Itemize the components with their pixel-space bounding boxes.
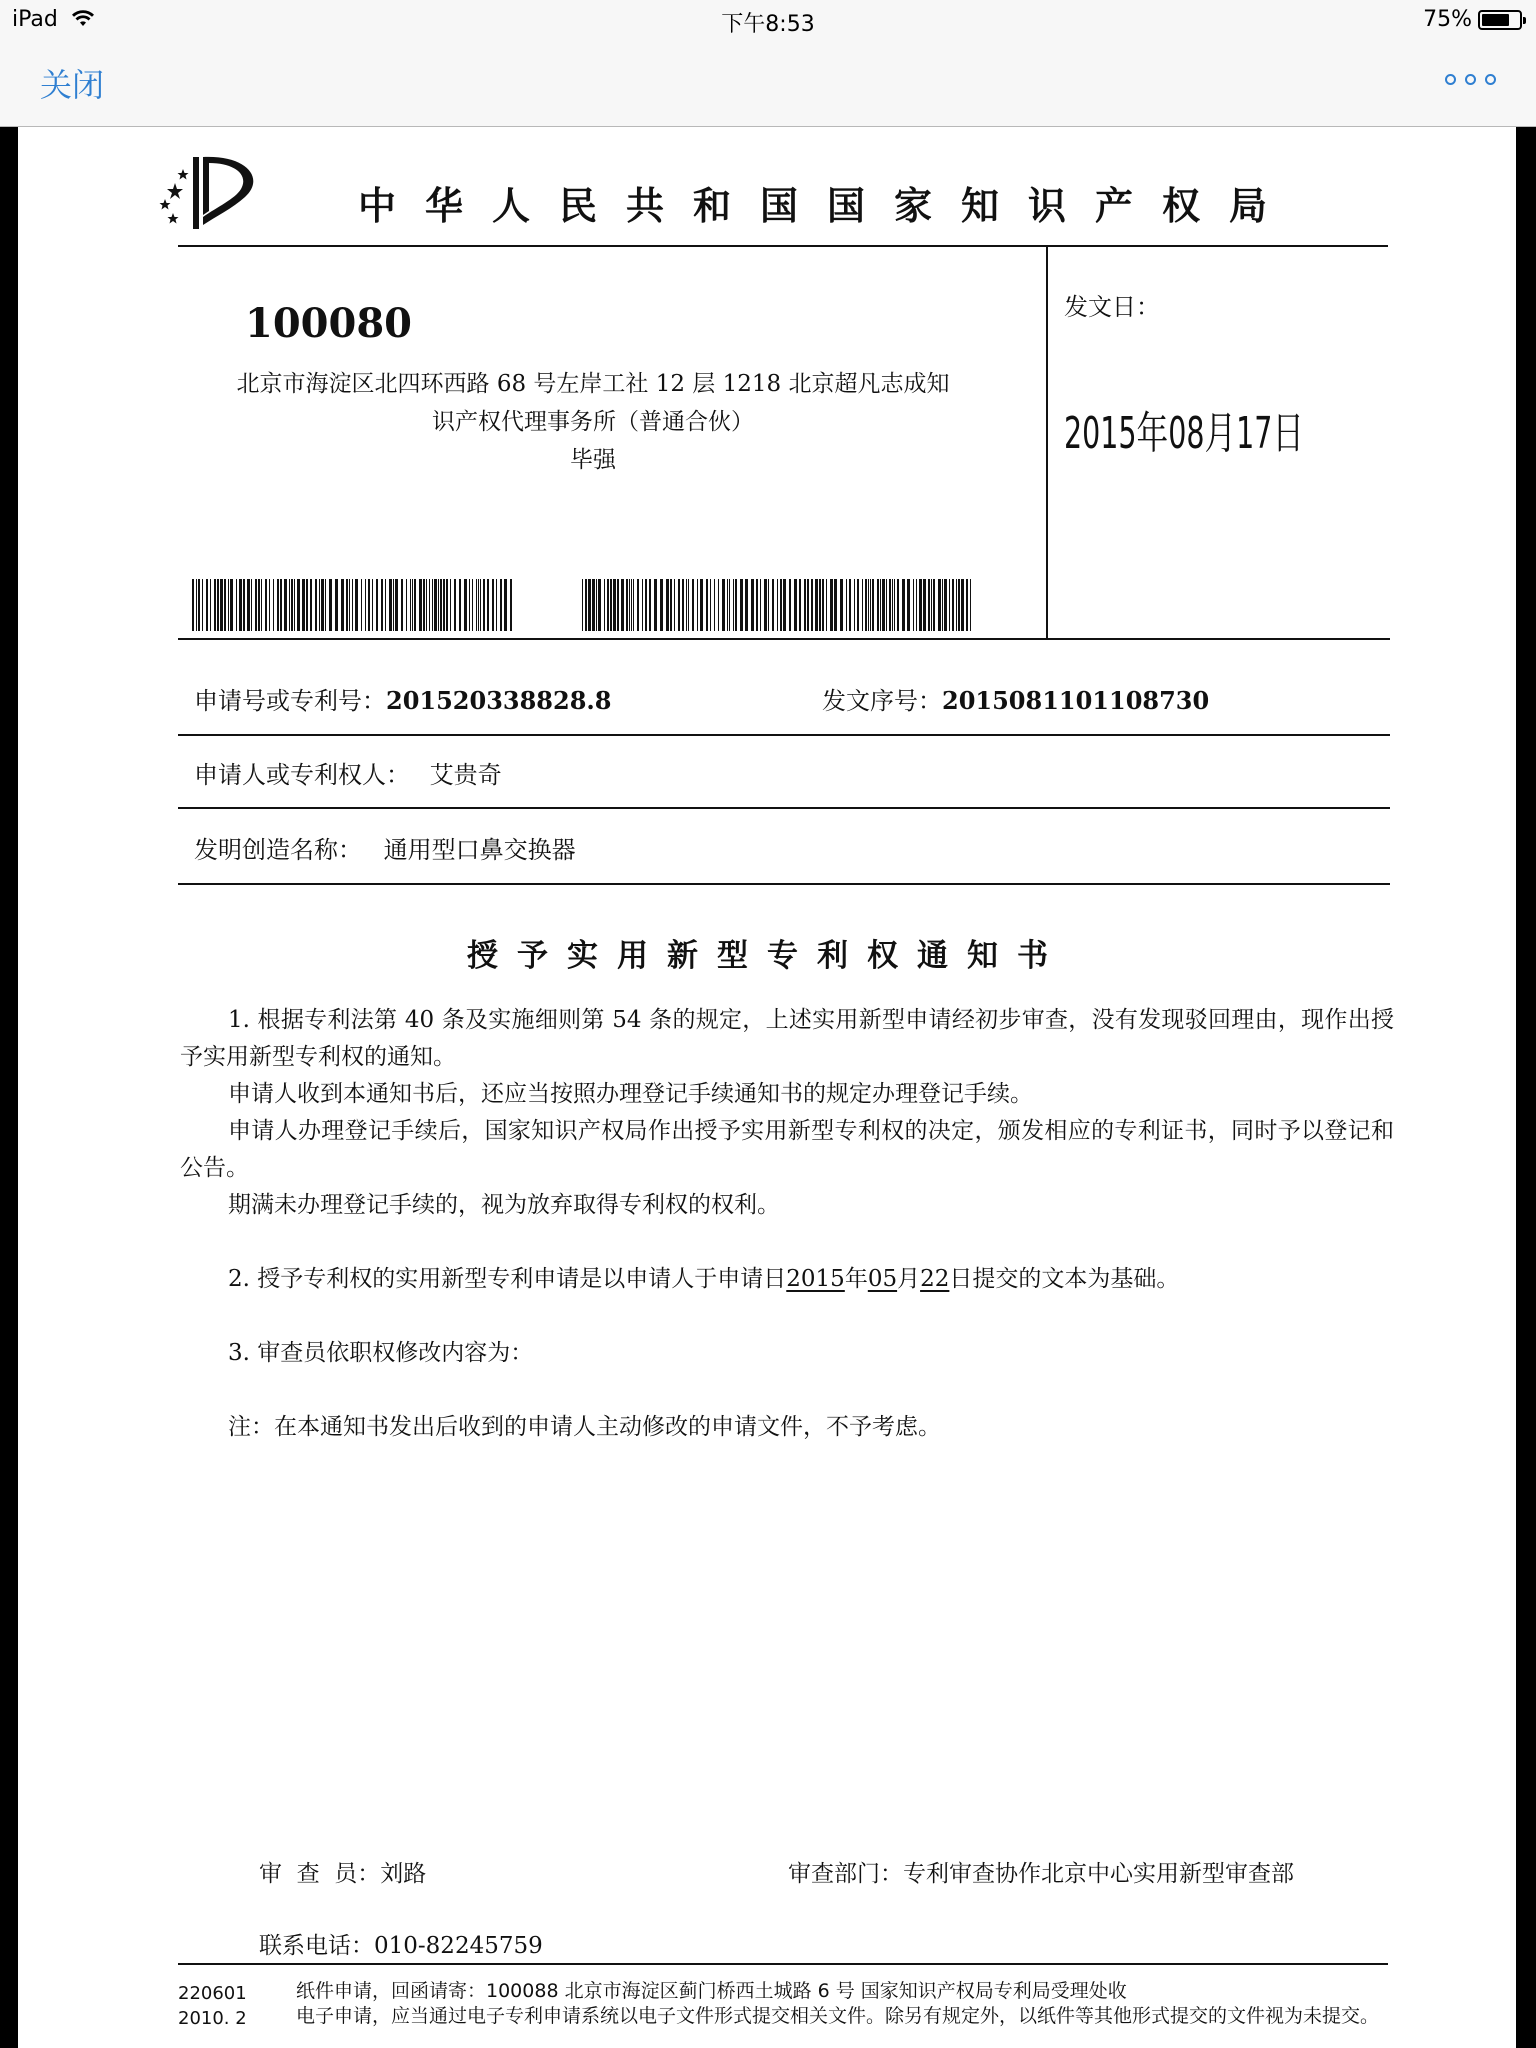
body-paragraph: 1. 根据专利法第 40 条及实施细则第 54 条的规定，上述实用新型申请经初步审查，没有发现驳回理由，现作出授予实用新型专利权的通知。 [180,1007,1394,1070]
close-button[interactable]: 关闭 [40,60,104,106]
body-paragraph: 申请人办理登记手续后，国家知识产权局作出授予实用新型专利权的决定，颁发相应的专利证书，同时予以登记和公告。 [180,1118,1394,1181]
status-bar [0,0,1536,40]
filing-date-paragraph: 2. 授予专利权的实用新型专利申请是以申请人于申请日2015年05月22日提交的文本为基础。 [228,1266,1180,1292]
form-number: 220601 [178,1983,247,2004]
battery-fill [1482,14,1509,26]
phone-label: 联系电话： [259,1933,374,1959]
office-title: 中华人民共和国国家知识产权局 [358,184,1297,228]
examiner-label: 审 查 员： [259,1861,381,1887]
serial-number: 2015081101108730 [942,686,1210,715]
recipient-address-block [198,365,988,479]
address-line1: 北京市海淀区北四环西路 68 号左岸工社 12 层 1218 北京超凡志成知 [236,371,950,397]
applicant-label: 申请人或专利权人： [194,761,410,789]
postcode: 100080 [245,300,412,347]
body-paragraph: 3. 审查员依职权修改内容为： [228,1340,534,1366]
filing-year: 2015 [786,1266,845,1292]
body-paragraph: 期满未办理登记手续的，视为放弃取得专利权的权利。 [228,1192,780,1218]
phone-row [259,1927,543,1960]
invention-label: 发明创造名称： [194,836,362,864]
applicant-name: 艾贵奇 [429,761,502,789]
serial-number-row [822,681,1209,716]
applicant-row [194,755,502,790]
device-name: iPad [12,7,58,32]
application-number-row [194,681,611,716]
issue-date-label: 发文日： [1064,293,1160,321]
recipient-name: 毕强 [570,447,616,473]
navigation-bar [0,40,1536,127]
phone-number: 010-82245759 [374,1933,543,1959]
footnote [296,1979,1396,2029]
serial-number-label: 发文序号： [822,687,942,715]
battery-percent: 75% [1423,7,1472,32]
body-paragraph: 申请人收到本通知书后，还应当按照办理登记手续通知书的规定办理登记手续。 [228,1081,1033,1107]
department-label: 审查部门： [788,1861,903,1887]
issue-date: 2015年08月17日 [1064,408,1305,459]
address-line2: 识产权代理事务所（普通合伙） [432,409,754,435]
footnote-line: 纸件申请，回函请寄：100088 北京市海淀区蓟门桥西土城路 6 号 国家知识产权局专利局受理处收 [296,1980,1127,2002]
status-time: 下午8:53 [721,12,815,37]
filing-day: 22 [920,1266,950,1292]
examiner-name: 刘路 [380,1861,427,1887]
notice-title: 授予实用新型专利权通知书 [467,938,1067,974]
filing-month: 05 [867,1266,898,1292]
form-version: 2010. 2 [178,2008,247,2029]
barcode-image [192,579,512,631]
status-right [1423,7,1522,32]
form-code [178,1981,247,2031]
department-name: 专利审查协作北京中心实用新型审查部 [903,1861,1294,1887]
invention-row [194,830,576,865]
battery-icon [1478,10,1522,30]
department-row [788,1855,1294,1888]
application-number: 201520338828.8 [386,686,612,715]
more-dots-icon[interactable] [1445,74,1496,85]
application-number-label: 申请号或专利号： [194,687,386,715]
invention-name: 通用型口鼻交换器 [383,836,576,864]
notice-body [180,1002,1394,1446]
cnipa-logo-icon [153,151,283,231]
examiner-row [259,1855,426,1888]
document-page [18,127,1516,2048]
note-paragraph: 注：在本通知书发出后收到的申请人主动修改的申请文件，不予考虑。 [228,1414,941,1440]
footnote-line: 电子申请，应当通过电子专利申请系统以电子文件形式提交相关文件。除另有规定外，以纸件等其他形式提交的文件视为未提交。 [296,2005,1380,2027]
barcode-image [582,579,972,631]
